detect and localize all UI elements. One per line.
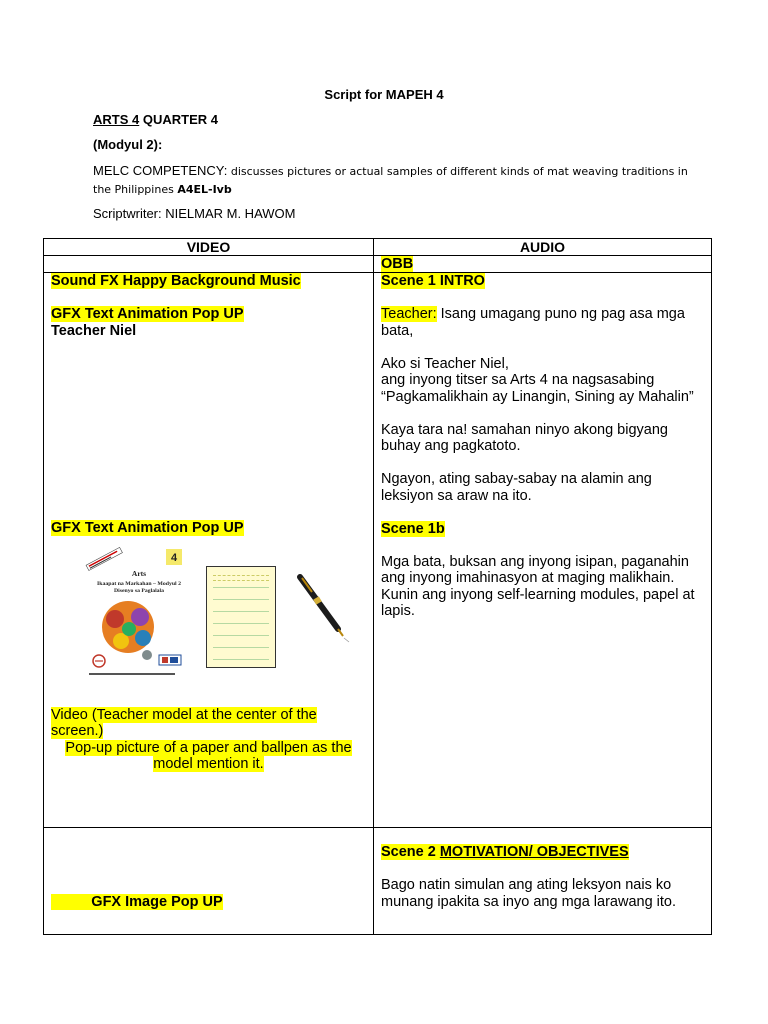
module-label: (Modyul 2): <box>93 137 163 152</box>
popup-images <box>51 543 366 693</box>
obb-video-cell <box>44 256 374 273</box>
ballpen-image <box>296 573 356 643</box>
module-title-line1: Ikaapat na Markahan – Modyul 2 <box>97 581 182 587</box>
audio-greeting-text: Isang umagang puno ng pag asa mga bata, <box>381 306 685 339</box>
gfx-image-popup-text: GFX Image Pop UP <box>91 894 223 910</box>
gfx-text-animation-label-2: GFX Text Animation Pop UP <box>51 520 244 536</box>
video-note-popup: Pop-up picture of a paper and ballpen as the model mention it. <box>65 739 352 772</box>
audio-motivation: Bago natin simulan ang ating leksyon nais ko munang ipakita sa inyo ang mga larawang ito. <box>381 877 677 910</box>
gfx-image-popup-label <box>51 894 223 910</box>
scene-2-title: MOTIVATION/ OBJECTIVES <box>439 844 629 860</box>
sound-fx-label: Sound FX Happy Background Music <box>51 273 301 289</box>
melc-competency <box>93 162 693 198</box>
scene-1b-heading: Scene 1b <box>381 520 445 537</box>
audio-intro-name: Ako si Teacher Niel, <box>381 355 509 372</box>
module-title-line2: Disenyo sa Paglalala <box>114 588 165 594</box>
audio-column-header: AUDIO <box>374 239 712 256</box>
table-row <box>44 273 712 828</box>
video-column-header: VIDEO <box>44 239 374 256</box>
document-title: Script for MAPEH 4 <box>324 87 444 102</box>
script-table <box>43 238 712 935</box>
arts-quarter-line <box>93 112 218 127</box>
scene-2-heading <box>381 844 629 860</box>
row1-video-cell <box>44 273 374 828</box>
obb-row <box>44 256 712 273</box>
table-row <box>44 828 712 935</box>
table-header-row <box>44 239 712 256</box>
gfx-text-animation-label: GFX Text Animation Pop UP <box>51 306 244 322</box>
paper-image <box>206 566 276 668</box>
obb-label: OBB <box>381 256 414 272</box>
audio-invite: Kaya tara na! samahan ninyo akong bigyang buhay ang pagkatoto. <box>381 421 668 454</box>
teacher-name: Teacher Niel <box>51 322 137 339</box>
row2-video-cell <box>44 828 374 935</box>
melc-label: MELC COMPETENCY: <box>93 163 228 178</box>
melc-code: A4EL-Ivb <box>177 183 232 196</box>
teacher-label: Teacher: <box>381 306 437 322</box>
module-subject: Arts <box>131 568 147 578</box>
scene-2-label: Scene 2 <box>381 844 440 860</box>
audio-greeting <box>381 306 704 339</box>
quarter-label: QUARTER 4 <box>139 112 218 127</box>
melc-text: discusses pictures or actual samples of different kinds of mat weaving traditions in the Philippines <box>93 165 688 196</box>
obb-audio-cell <box>374 256 712 273</box>
row2-audio-cell <box>374 828 712 935</box>
audio-intro-motto: ang inyong titser sa Arts 4 na nagsasabing “Pagkamalikhain ay Linangin, Sining ay Mahalin” <box>381 372 694 405</box>
arts-label: ARTS 4 <box>93 112 140 127</box>
scriptwriter-line: Scriptwriter: NIELMAR M. HAWOM <box>93 206 296 221</box>
module-badge: 4 <box>170 551 178 564</box>
video-note-teacher-model: Video (Teacher model at the center of the screen.) <box>51 706 317 739</box>
audio-instructions: Mga bata, buksan ang inyong isipan, paganahin ang inyong imahinasyon at maging malikhain. Kunin ang inyong self-learning modules, papel at lapis. <box>381 553 695 619</box>
scene-1-intro-heading: Scene 1 INTRO <box>381 273 485 289</box>
self-learning-module-image <box>83 543 195 683</box>
row1-audio-cell <box>374 273 712 828</box>
audio-lesson-intro: Ngayon, ating sabay-sabay na alamin ang leksiyon sa araw na ito. <box>381 471 652 504</box>
